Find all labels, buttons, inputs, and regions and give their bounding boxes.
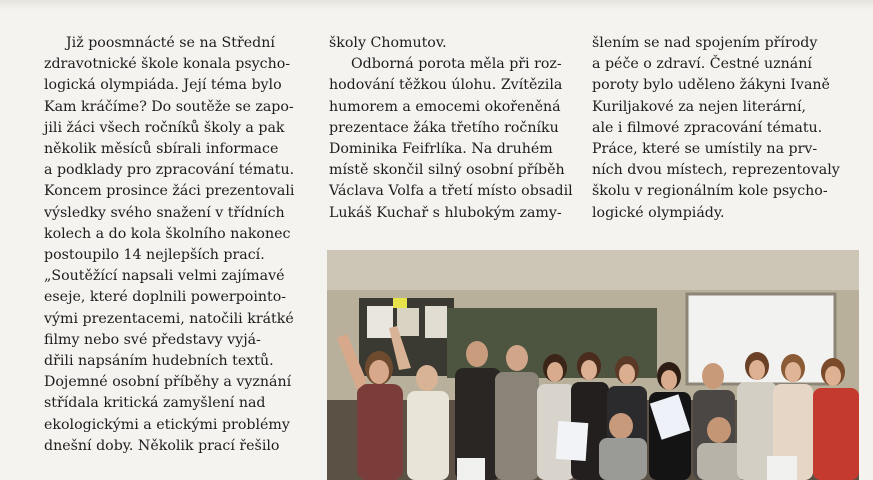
text-line: Kam kráčíme? Do soutěže se zapo- [44, 98, 294, 115]
text-line: a podklady pro zpracování tématu. [44, 162, 295, 179]
text-line: dnešní doby. Několik prací řešilo [44, 437, 280, 454]
text-line: vými prezentacemi, natočili krátké [44, 310, 294, 327]
text-line: šlením se nad spojením přírody [592, 35, 818, 51]
text-line: ale i filmové zpracování tématu. [592, 119, 823, 136]
text-line: několik měsíců sbírali informace [44, 141, 279, 158]
group-photo-illustration [327, 250, 859, 480]
text-line: zdravotnické škole konala psycho- [44, 56, 291, 73]
text-line: ních dvou místech, reprezentovaly [592, 162, 840, 179]
text-line: místě skončil silný osobní příběh [329, 162, 565, 179]
text-line: filmy nebo své představy vyjá- [44, 331, 261, 348]
text-line: školu v regionálním kole psycho- [592, 183, 828, 200]
text-line: postoupilo 14 nejlepších prací. [44, 247, 265, 264]
text-line: ekologickými a etickými problémy [44, 416, 290, 433]
text-line: Dominika Feifrlíka. Na druhém [329, 141, 553, 158]
text-line: dřili napsáním hudebních textů. [44, 353, 274, 370]
text-line: a péče o zdraví. Čestné uznání [592, 56, 812, 73]
text-line: „Soutěžící napsali velmi zajímavé [44, 268, 285, 285]
text-line: kolech a do kola školního nakonec [44, 225, 291, 242]
article-column-2 [329, 33, 587, 224]
group-photo [327, 250, 859, 480]
top-bleed-through [0, 0, 873, 10]
text-line: poroty bylo uděleno žákyni Ivaně [592, 77, 830, 94]
article-column-1 [44, 33, 302, 457]
text-line: eseje, které doplnili powerpointo- [44, 289, 287, 306]
text-line: Lukáš Kuchař s hlubokým zamy- [329, 204, 562, 221]
text-line: logické olympiády. [592, 204, 725, 221]
article-column-3 [592, 33, 854, 224]
text-line: jili žáci všech ročníků školy a pak [44, 119, 285, 136]
text-line: výsledky svého snažení v třídních [44, 204, 285, 221]
text-line: Koncem prosince žáci prezentovali [44, 183, 295, 200]
text-line: školy Chomutov. [329, 35, 447, 51]
text-line: humorem a emocemi okořeněná [329, 98, 561, 115]
text-line: prezentace žáka třetího ročníku [329, 119, 559, 136]
text-line: Dojemné osobní příběhy a vyznání [44, 374, 292, 391]
text-line: Již poosmnácté se na Střední [66, 35, 275, 51]
text-line: Kuriljakové za nejen literární, [592, 98, 806, 115]
text-line: Odborná porota měla při roz- [351, 56, 562, 73]
text-line: Václava Volfa a třetí místo obsadil [329, 183, 573, 200]
text-line: střídala kritická zamyšlení nad [44, 395, 266, 412]
text-line: logická olympiáda. Její téma bylo [44, 77, 282, 94]
text-line: Práce, které se umístily na prv- [592, 141, 818, 158]
text-line: hodování těžkou úlohu. Zvítězila [329, 77, 563, 94]
